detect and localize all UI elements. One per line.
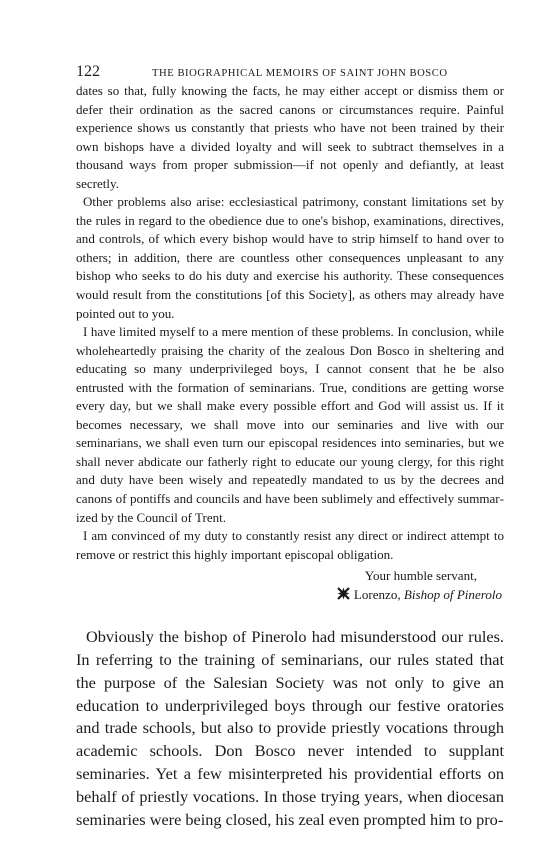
letter-paragraph: Other problems also arise: ecclesiastical patrimony, constant limitations set by the rules in regard to the obedience due to one's bishop, examinations, directives, and controls, of which every bishop would have to strip himself to hand over to others; in addition, there are countless other consequences unpleasant to any bishop who seeks to do his duty and exercise his authority. These consequences would result from the constitutions [of this Society], as others may already have pointed out to you. [76,194,504,321]
book-page [76,63,504,831]
signature [76,586,504,606]
quoted-letter [76,82,504,564]
letter-closing [76,567,504,605]
page-number: 122 [76,63,100,80]
running-title: THE BIOGRAPHICAL MEMOIRS OF SAINT JOHN BOSCO [152,68,448,79]
running-header [76,63,504,81]
letter-paragraph: I have limited myself to a mere mention of these problems. In conclusion, while wholeheartedly praising the charity of the zealous Don Bosco in sheltering and educating so many underprivileged boys, I cannot consent that he be also entrusted with the formation of seminarians. True, conditions are getting worse every day, but we shall make every possible effort and God will assist us. If it becomes necessary, we shall move into our seminaries and live with our seminarians, we shall even turn our episcopal residences into seminaries, but we shall never abdicate our fatherly right to educate our young clergy, for this right and duty have been wisely and repeatedly mandated to us by the decrees and canons of pontiffs and councils and have been sublimely and effectively summarized by the Council of Trent. [76,324,504,525]
letter-paragraph: dates so that, fully knowing the facts, he may either accept or dismiss them or defer their ordination as the sacred canons or circumstances require. Painful experience shows us constantly that priests who have not been trained by their own bishops have a divided loyalty and will seek to subtract themselves in a thousand ways from proper submission—if not openly and defiantly, at least secretly. [76,83,504,191]
valediction: Your humble servant, [364,568,477,584]
signature-title: Bishop of Pinerolo [403,586,502,602]
episcopal-cross-icon [337,587,350,606]
signature-name: Lorenzo, [353,586,401,602]
letter-paragraph: I am convinced of my duty to constantly resist any direct or indirect attempt to remove or restrict this highly important episcopal obligation. [76,528,504,562]
narrative-text [76,626,504,831]
narrative-paragraph: Obviously the bishop of Pinerolo had misunderstood our rules. In referring to the training of seminarians, our rules stated that the purpose of the Salesian Society was not only to give an education to underprivileged boys through our festive oratories and trade schools, but also to provide priestly vocations through academic schools. Don Bosco never intended to supplant seminaries. Yet a few misinterpreted his providential efforts on behalf of priestly vocations. In those trying years, when diocesan seminaries were being closed, his zeal even prompted him to pro- [76,627,504,829]
